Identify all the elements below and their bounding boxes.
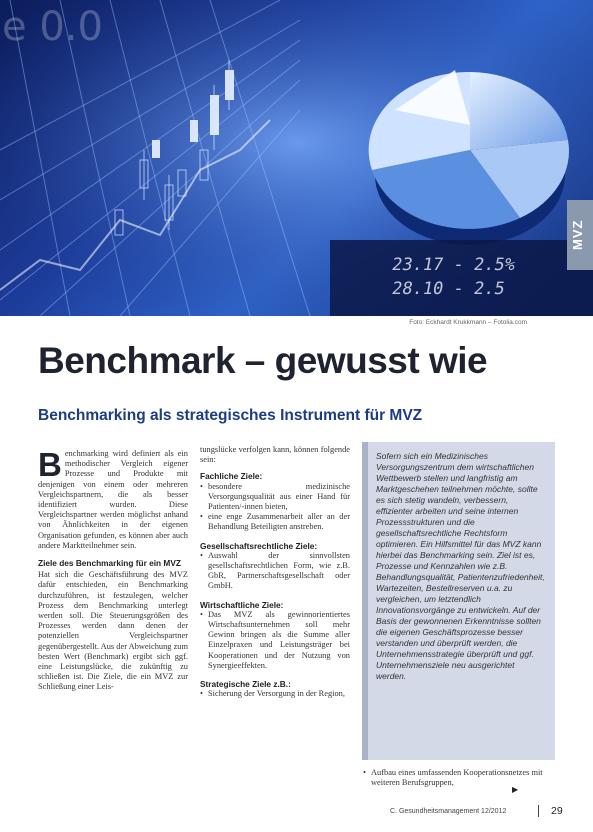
info-box [362, 442, 555, 760]
photo-credit: Foto: Eckhardt Krukkmann – Fotolia.com [409, 319, 527, 326]
page-number: 29 [551, 805, 563, 817]
column-2 [200, 445, 350, 699]
svg-text:e 0.0: e 0.0 [2, 4, 103, 50]
bullet-item: • Auswahl der sinnvollsten gesellschaftsrechtlichen Form, wie z.B. GbR, Partnerschaftsgesellschaft oder GmbH. [200, 551, 350, 592]
continued-paragraph: tungslücke verfolgen kann, können folgende sein: [200, 445, 350, 465]
drop-cap: B [38, 446, 62, 483]
info-box-text: Sofern sich ein Medizinisches Versorgungszentrum dem wirtschaftlichen Wettbewerb stellen und langfristig am Marktgeschehen teilnehmen möchte, sollte es sich stetig wandeln, verbessern, effizienter arbeiten und seine internen Prozessstrukturen und die gesellschaftsrechtliche Rechtsform optimieren. Ein Hilfsmittel für das MVZ kann hierbei das Benchmarking sein. Ziel ist es, Prozesse und Kennzahlen wie z.B. Behandlungsqualität, Patientenzufriedenheit, Wartezeiten, Bestellreserven u.a. zu vergleichen, um letztendlich Innovationsvorgänge zu entwickeln. Auf der Basis der gewonnenen Erkenntnisse sollten die eigenen Geschäftsprozesse besser verstanden und überprüft werden, die Unternehmensstrategie überprüft und ggf. Unternehmensziele neu ausgerichtet werden. [376, 451, 545, 681]
footer-publication: C. Gesundheitsmanagement 12/2012 [390, 808, 507, 815]
bullet-item: • Sicherung der Versorgung in der Region, [200, 689, 350, 699]
footer-divider [538, 805, 539, 817]
section-heading: Wirtschaftliche Ziele: [200, 599, 284, 610]
bullet-item: • besondere medizinische Versorgungsqualität aus einer Hand für Patienten/-innen bieten, [200, 482, 350, 513]
bullet-item: • eine enge Zusammenarbeit aller an der Behandlung Beteiligten anstreben. [200, 512, 350, 532]
intro-paragraph [38, 446, 188, 551]
ticker-line-2: 28.10 - 2.5 [390, 279, 507, 299]
section-heading: Strategische Ziele z.B.: [200, 679, 291, 690]
intro-text: enchmarking wird definiert als ein methodischer Vergleich eigener Prozesse und Produkte mit denjenigen von einem oder mehreren Vergleichspartnern, die als besser identifiziert wurden. Diese Vergleichspartner werden möglichst anhand von Ähnlichkeiten in der eigenen Organisation gefunden, es können aber auch andere Marktteilnehmer sein. [38, 449, 188, 550]
bullet-item: • Das MVZ als gewinnorientiertes Wirtschaftsunternehmen soll mehr Gewinn bringen als die Summe aller Einzelpraxen und Leistungsträger bei Kooperationen und der Nutzung von Synergieeffekten. [200, 610, 350, 671]
section-tab-label: MVZ [570, 219, 585, 250]
section-heading: Ziele des Benchmarking für ein MVZ [38, 558, 181, 569]
body-paragraph: Hat sich die Geschäftsführung des MVZ dafür entschieden, ein Benchmarking durchzuführen, ist festzulegen, welcher Prozess dem Benchmarking unterlegt werden soll. Die Steuerungsgrößen des Prozesses werden dann denen der potenziellen Vergleichspartner gegenübergestellt. Aus der Abweichung zum besten Wert (Benchmark) ergibt sich ggf. eine Leistungslücke, die zukünftig zu schließen ist. Die Ziele, die ein MVZ zur Schließung einer Leis- [38, 570, 188, 692]
article-subtitle: Benchmarking als strategisches Instrument für MVZ [38, 407, 423, 424]
ticker-line-1: 23.17 - 2.5% [390, 255, 517, 275]
section-heading: Gesellschaftsrechtliche Ziele: [200, 540, 318, 551]
section-heading: Fachliche Ziele: [200, 471, 263, 482]
bullet-item-continued: • Aufbau eines umfassenden Kooperationsnetzes mit weiteren Berufsgruppen, [363, 768, 548, 788]
hero-image [0, 0, 593, 316]
article-title: Benchmark – gewusst wie [38, 340, 488, 381]
continue-arrow-icon: ▶ [512, 785, 519, 794]
section-tab [567, 200, 593, 270]
column-1 [38, 446, 188, 693]
